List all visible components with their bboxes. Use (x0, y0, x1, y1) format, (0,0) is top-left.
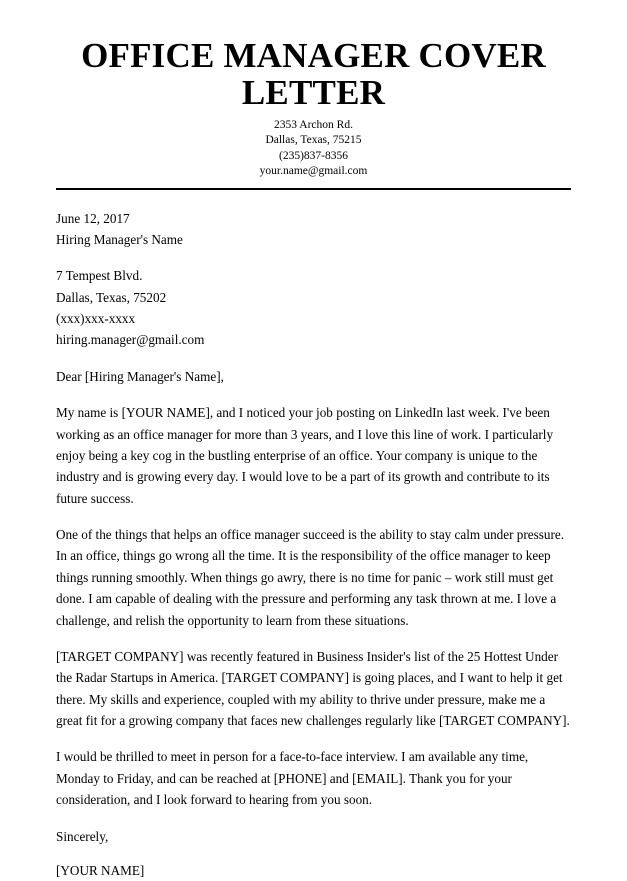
recipient-phone: (xxx)xxx-xxxx (56, 311, 136, 327)
sender-email: your.name@gmail.com (259, 165, 368, 178)
sender-phone: (235)837-8356 (279, 149, 348, 162)
body-paragraph-3: [TARGET COMPANY] was recently featured in Business Insider's list of the 25 Hottest Under the Radar Startups in America. [TARGET COMPANY] is going places, and I want to help it get there. My skills and experience, coupled with my ability to thrive under pressure, make me a great fit for a growing company that faces new challenges regularly like [TARGET COMPANY]. (56, 648, 570, 729)
sender-city-state-zip: Dallas, Texas, 75215 (265, 134, 362, 147)
sender-street: 2353 Archon Rd. (274, 118, 353, 131)
recipient-email: hiring.manager@gmail.com (56, 332, 205, 348)
header-divider (56, 188, 571, 190)
letter-date: June 12, 2017 (56, 210, 130, 226)
body-paragraph-4: I would be thrilled to meet in person for a face-to-face interview. I am available any time, Monday to Friday, and can be reached at [PHONE] and [EMAIL]. Thank you for your consideration, and I look forward to hearing from you soon. (56, 749, 529, 808)
letter-body (56, 208, 571, 881)
body-paragraph-1: My name is [YOUR NAME], and I noticed your job posting on LinkedIn last week. I've been working as an office manager for more than 3 years, and I love this line of work. I particularly enjoy being a key cog in the bustling enterprise of an office. Your company is unique to the industry and is growing every day. I would love to be a part of its growth and contribute to its future success. (56, 405, 554, 506)
recipient-street: 7 Tempest Blvd. (56, 268, 143, 284)
date-and-recipient-name (56, 208, 571, 251)
closing: Sincerely, (56, 828, 109, 844)
salutation: Dear [Hiring Manager's Name], (56, 368, 224, 384)
signature-name: [YOUR NAME] (56, 862, 145, 878)
body-paragraph-2: One of the things that helps an office manager succeed is the ability to stay calm under pressure. In an office, things go wrong all the time. It is the responsibility of the office manager to keep things running smoothly. When things go awry, there is no time for panic – work still must get done. I am capable of dealing with the pressure and performing any task thrown at me. I love a challenge, and relish the opportunity to learn from these situations. (56, 527, 565, 628)
page-title: OFFICE MANAGER COVER LETTER (81, 36, 546, 112)
recipient-name: Hiring Manager's Name (56, 231, 183, 247)
recipient-address-block (56, 265, 571, 351)
recipient-city-state-zip: Dallas, Texas, 75202 (56, 289, 167, 305)
sender-contact-block (56, 118, 571, 180)
